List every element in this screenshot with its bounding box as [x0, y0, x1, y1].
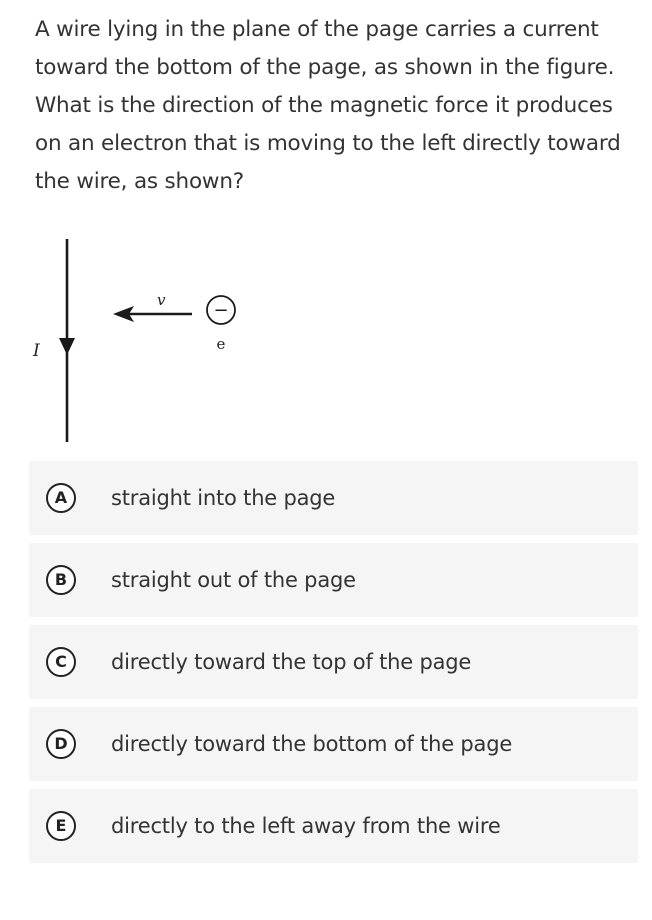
option-e-badge: E [46, 811, 76, 841]
question-text: A wire lying in the plane of the page carries a current toward the bottom of the page, as shown in the figure. What is the direction of the magnetic force it produces on an electron that is moving to the left directly toward the wire, as shown? [35, 17, 621, 194]
answer-options [29, 461, 638, 863]
option-e[interactable] [29, 789, 638, 863]
option-d-text: directly toward the bottom of the page [111, 732, 513, 756]
wire-electron-figure [0, 228, 260, 453]
option-e-text: directly to the left away from the wire [111, 814, 501, 838]
option-b[interactable] [29, 543, 638, 617]
option-a-text: straight into the page [111, 486, 336, 510]
option-d[interactable] [29, 707, 638, 781]
option-a[interactable] [29, 461, 638, 535]
current-label: I [33, 341, 40, 361]
option-a-badge: A [46, 483, 76, 513]
velocity-label: v [157, 291, 166, 309]
current-arrow-icon [59, 338, 75, 355]
option-c-text: directly toward the top of the page [111, 650, 472, 674]
electron-label: e [216, 335, 226, 353]
option-b-text: straight out of the page [111, 568, 356, 592]
electron-charge-symbol: − [213, 300, 229, 321]
option-d-badge: D [46, 729, 76, 759]
option-b-badge: B [46, 565, 76, 595]
option-c[interactable] [29, 625, 638, 699]
option-c-badge: C [46, 647, 76, 677]
